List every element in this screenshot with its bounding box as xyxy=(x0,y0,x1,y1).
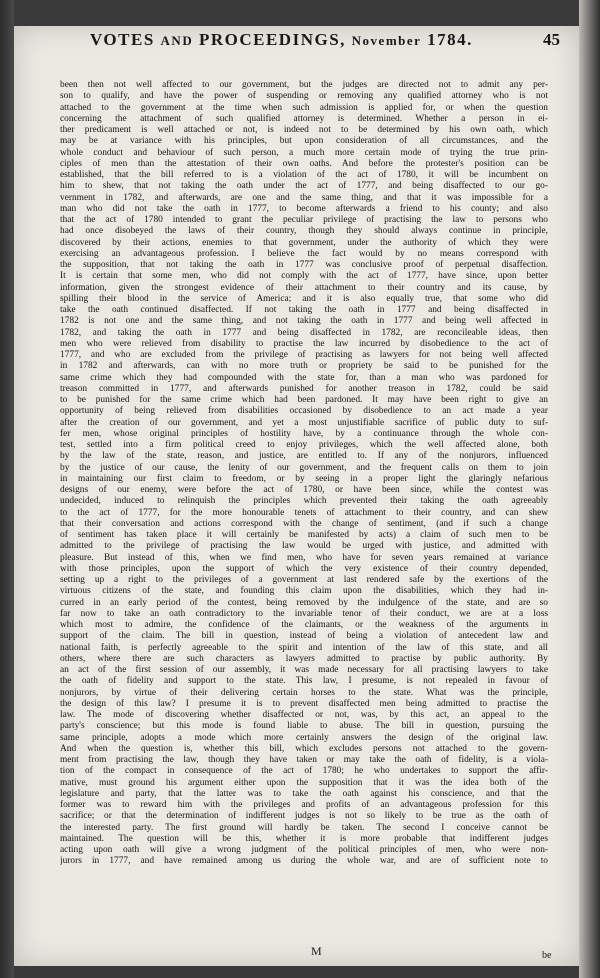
text-line: ther predicament is well attached or not, is indeed not to be determined by his own oath, which xyxy=(60,125,548,135)
text-line: attached to the government at the time when such admission is applied for, or when the question xyxy=(60,102,548,113)
header-title-month: November xyxy=(351,33,422,48)
text-line: after the creation of our government, and yet a most unjustifiable sacrifice of public duty to suf- xyxy=(60,417,548,428)
text-line: undecided, induced to relinquish the principles which prevented their taking the oath agreeably xyxy=(60,496,548,507)
text-line: discovered by their actions, enemies to that government, under the authority of which they were xyxy=(60,237,548,248)
right-page-edge xyxy=(579,0,600,978)
text-line: vernment in 1782, and afterwards, are one and the same thing, and that it was impossible for a xyxy=(60,192,548,203)
text-line: mative, must ground his argument either upon the supposition that it was the idea both of the xyxy=(60,777,548,788)
text-line: take the oath continued disaffected. If not taking the oath in 1777 and being disaffected in xyxy=(60,305,548,315)
text-line: which most to admire, the confidence of the claimants, or the weakness of the arguments in xyxy=(60,620,548,630)
header-title-proceedings: PROCEEDINGS, xyxy=(198,30,346,49)
text-line: of sentiment has taken place it will certainly be manifested by acts) a claim of such men to be xyxy=(60,530,548,540)
header-title-year: 1784. xyxy=(427,30,473,49)
text-line: jurors in 1777, and have remained among us during the whole war, and are of sufficient note to xyxy=(60,856,548,867)
text-line: acting upon oath will give a wrong judgment of the political principles of men, who were non- xyxy=(60,845,548,855)
text-line: ment from practising the law, though they have taken or may take the oath of fidelity, is a viola- xyxy=(60,755,548,765)
text-line: the supposition, that not taking the oath in 1777 was conclusive proof of perpetual disaffection. xyxy=(60,260,548,270)
text-line: the interested party. The first ground will hardly be taken. The second I conceive cannot be xyxy=(60,822,548,833)
text-line: 1782, and taking the oath in 1777 and being disaffected in 1782, are reconcileable ideas, then xyxy=(60,327,548,338)
text-line: virtuous citizens of the state, and founding this claim upon the disabilities, which they had in- xyxy=(60,586,548,597)
text-line: man who did not take the oath in 1777, to become afterwards a friend to his county; and also xyxy=(60,203,548,214)
left-binding-edge xyxy=(0,0,14,978)
text-line: nonjurors, by virtue of their delivering certain horses to the state. What was the principle, xyxy=(60,687,548,698)
text-line: former was to reward him with the privileges and profits of an advantageous profession for this xyxy=(60,800,548,810)
text-line: fer men, whose original principles of hostility have, by a continuance through the whole con- xyxy=(60,428,548,439)
text-line: had once disobeyed the laws of their country, though they should always continue in principle, xyxy=(60,226,548,237)
text-line: tion of the compact in consequence of the act of 1780; he who undertakes to support the affir- xyxy=(60,766,548,777)
text-line: whole conduct and behaviour of such person, a much more certain mode of trying the true prin- xyxy=(60,147,548,158)
text-line: established, that the bill referred to is a violation of the act of 1780, it will be incumbent on xyxy=(60,170,548,180)
text-line: support of the claim. The bill in question, instead of being a violation of antecedent law and xyxy=(60,631,548,642)
text-line: national faith, is perfectly agreeable to the spirit and intention of the law of this state, and all xyxy=(60,642,548,653)
running-header xyxy=(90,30,560,58)
text-line: with those principles, upon the support of which the very existence of their country depended, xyxy=(60,563,548,574)
text-line: men who were relieved from disability to practise the law incurred by disobedience to the act of xyxy=(60,338,548,349)
text-line: And when the question is, whether this bill, which excludes persons not attached to the govern- xyxy=(60,743,548,754)
catchword: be xyxy=(542,950,552,961)
text-line: opportunity of being relieved from disabilities occasioned by disobedience to an act made a year xyxy=(60,406,548,417)
header-title-and: AND xyxy=(160,33,194,48)
text-line: legislature and party, that the latter was to take the oath against his conscience, and that the xyxy=(60,788,548,799)
text-line: the oath of fidelity and support to the state. This law, I presume, is not repealed in favour of xyxy=(60,676,548,687)
text-line: him to shew, that not taking the oath under the act of 1777, and being disaffected to our go- xyxy=(60,181,548,192)
text-line: curred in an early period of the contest, being removed by the indulgence of the state, and are so xyxy=(60,597,548,608)
text-line: may be at variance with his principles, but upon consideration of all circumstances, and the xyxy=(60,136,548,147)
text-line: by the law of the state, reason, and justice, are entitled to. If any of the nonjurors, influenced xyxy=(60,451,548,462)
text-line: maintained. The question will be this, whether it is more probable that indifferent judges xyxy=(60,833,548,844)
text-line: sacrifice; or that the determination of indifferent judges is not so likely to be true as the oath of xyxy=(60,811,548,822)
text-line: concerning the attachment of such qualified attorney is determined. Whether a person in ei- xyxy=(60,113,548,124)
text-line: spilling their blood in the service of America; and it is also equally true, that some who did xyxy=(60,293,548,304)
text-line: in 1782 and afterwards, can with no more truth or propriety be said to be punished for the xyxy=(60,361,548,372)
text-line: setting up a right to the privileges of a government at last rendered safe by the exertions of the xyxy=(60,575,548,585)
signature-mark: M xyxy=(311,944,322,958)
text-line: others, where there are such characters as lawyers admitted to practise by public authority. By xyxy=(60,653,548,664)
body-text xyxy=(60,80,548,868)
text-line: to the act of 1777, for the more honourable tenets of attachment to their country, and can shew xyxy=(60,507,548,518)
text-line: exercising an advantageous profession. I believe the fact would by no means correspond with xyxy=(60,248,548,259)
header-title xyxy=(90,30,473,49)
text-line: admitted to the privilege of practising the law would be urged with justice, and admitted with xyxy=(60,541,548,552)
page-number: 45 xyxy=(543,30,560,49)
text-line: been then not well affected to our government, but the judges are directed not to admit any per- xyxy=(60,80,548,90)
text-line: far now to take an oath contradictory to the invariable tenor of their conduct, we are at a loss xyxy=(60,608,548,619)
text-line: an act of the first session of our assembly, it was made necessary for all practising lawyers to take xyxy=(60,665,548,675)
text-line: that the act of 1780 intended to grant the peculiar privilege of practising the law to persons who xyxy=(60,215,548,225)
text-line: same crime which they had compounded with the state for, than a man who was pardoned for xyxy=(60,372,548,383)
text-line: treason committed in 1777, and afterwards punished for another treason in 1782, could be said xyxy=(60,383,548,394)
text-line: designs of our enemy, were before the act of 1780, or have been since, while the contest was xyxy=(60,485,548,495)
text-line: by the justice of our cause, the lenity of our government, and the frequent calls on them to join xyxy=(60,462,548,473)
text-line: information, given the strongest evidence of their attachment to their country and its cause, by xyxy=(60,282,548,293)
text-line: that their conversation and actions correspond with the change of sentiment, (and if such a change xyxy=(60,518,548,529)
header-title-votes: VOTES xyxy=(90,30,155,49)
text-line: 1777, and who are excluded from the privilege of practising as lawyers for not being well affected xyxy=(60,350,548,360)
text-line: to be punished for the same crime which had been pardoned. It may have been right to give an xyxy=(60,395,548,405)
text-line: It is certain that some men, who did not comply with the act of 1777, have since, upon better xyxy=(60,271,548,282)
text-line: party's conscience; but this mode is found liable to abuse. The bill in question, pursuing the xyxy=(60,721,548,732)
text-line: ciples of men than the attestation of their own oaths. And before the protester's position can be xyxy=(60,158,548,169)
text-line: test, settled into a firm political creed to enjoy privileges, which the well affected alone, both xyxy=(60,440,548,450)
text-line: pleasure. But instead of this, when we find men, who have for seven years remained at variance xyxy=(60,552,548,563)
text-line: in maintaining our first claim to freedom, or by seeing in a proper light the glaringly nefarious xyxy=(60,473,548,484)
text-line: same principle, adopts a mode which more certainly answers the design of the original law. xyxy=(60,732,548,743)
text-line: the design of this law? I presume it is to prevent disaffected men being admitted to practise the xyxy=(60,698,548,709)
text-line: son to qualify, and have the power of suspending or removing any qualified attorney who is not xyxy=(60,91,548,102)
text-line: law. The mode of discovering whether disaffected or not, was, by this act, an appeal to the xyxy=(60,710,548,720)
text-line: 1782 is not one and the same thing, and not taking the oath in 1777 and being well affected in xyxy=(60,316,548,327)
